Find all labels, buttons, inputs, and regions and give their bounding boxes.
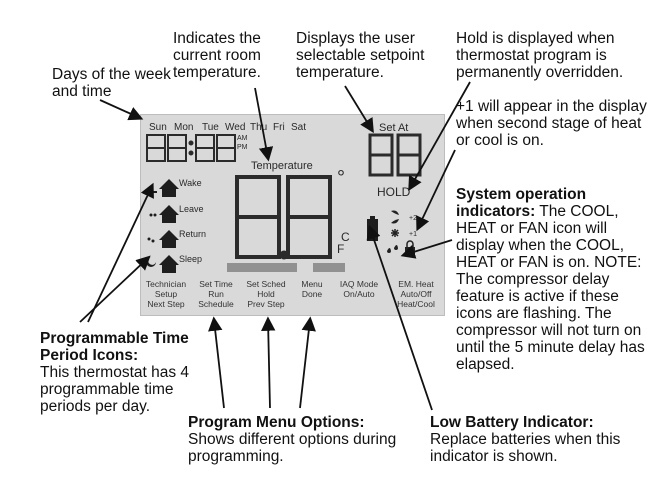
period-sleep: Sleep (179, 254, 203, 264)
degree-symbol: ° (337, 167, 345, 189)
arrow-days (100, 100, 140, 118)
arrow-plus1 (418, 150, 455, 228)
low-battery-body: Replace batteries when this indicator is shown. (430, 431, 621, 465)
pm-indicator: PM (237, 144, 248, 151)
celsius-label: C (341, 230, 350, 244)
plus1-callout: +1 will appear in the display when second stage of heat or cool is on. (456, 98, 647, 149)
day-fri: Fri (273, 122, 285, 133)
system-indicators-body: The COOL, HEAT or FAN icon will display when the COOL, HEAT or FAN is on. NOTE: The compressor delay feature is active if these icons are flashing. The compressor will not turn on until the 5 minute delay has elapsed. (456, 203, 645, 373)
period-wake: Wake (179, 178, 202, 188)
days-callout: Days of the week and time (52, 66, 171, 100)
period-leave: Leave (179, 204, 204, 214)
day-sat: Sat (291, 122, 307, 133)
period-return: Return (179, 229, 207, 239)
arrow-hold (410, 82, 470, 188)
button-technician: Technician Setup Next Step (145, 279, 187, 309)
day-mon: Mon (174, 122, 194, 133)
program-menu-body: Shows different options during programming. (188, 431, 397, 465)
arrow-menu-1 (214, 320, 224, 408)
setpoint-callout: Displays the user selectable setpoint temperature. (296, 30, 425, 81)
button-set-time: Set Time Run Schedule (198, 279, 234, 309)
button-set-sched: Set Sched Hold Prev Step (246, 279, 286, 309)
fahrenheit-label: F (337, 242, 345, 256)
arrow-menu-2 (268, 320, 270, 408)
day-thu: Thu (250, 122, 268, 133)
button-menu: Menu Done (301, 279, 323, 299)
hold-callout: Hold is displayed when thermostat program is permanently overridden. (456, 30, 624, 81)
button-iaq-mode: IAQ Mode On/Auto (339, 279, 379, 299)
day-tue: Tue (202, 122, 219, 133)
system-indicators-title: System operation indicators: (456, 186, 587, 220)
stage-plus2: +2 (409, 215, 417, 222)
arrow-system (404, 240, 452, 255)
hold-indicator: HOLD (377, 185, 411, 199)
temperature-label: Temperature (251, 160, 313, 172)
room-temp-callout: Indicates the current room temperature. (173, 30, 261, 81)
programmable-periods-title: Programmable Time Period Icons: (40, 330, 189, 364)
day-sun: Sun (149, 122, 167, 133)
button-em-heat: EM. Heat Auto/Off Heat/Cool (397, 279, 435, 309)
set-at-label: Set At (379, 122, 409, 134)
program-menu-title: Program Menu Options: (188, 414, 365, 431)
day-wed: Wed (225, 122, 246, 133)
arrow-menu-3 (300, 320, 310, 408)
arrow-room-temp (255, 88, 268, 158)
arrow-setpoint (345, 86, 372, 130)
stage-plus1: +1 (409, 231, 417, 238)
low-battery-title: Low Battery Indicator: (430, 414, 594, 431)
arrow-prog-wake (88, 186, 152, 322)
arrow-battery (370, 228, 432, 410)
programmable-periods-body: This thermostat has 4 programmable time periods per day. (40, 364, 190, 415)
am-indicator: AM (237, 135, 248, 142)
